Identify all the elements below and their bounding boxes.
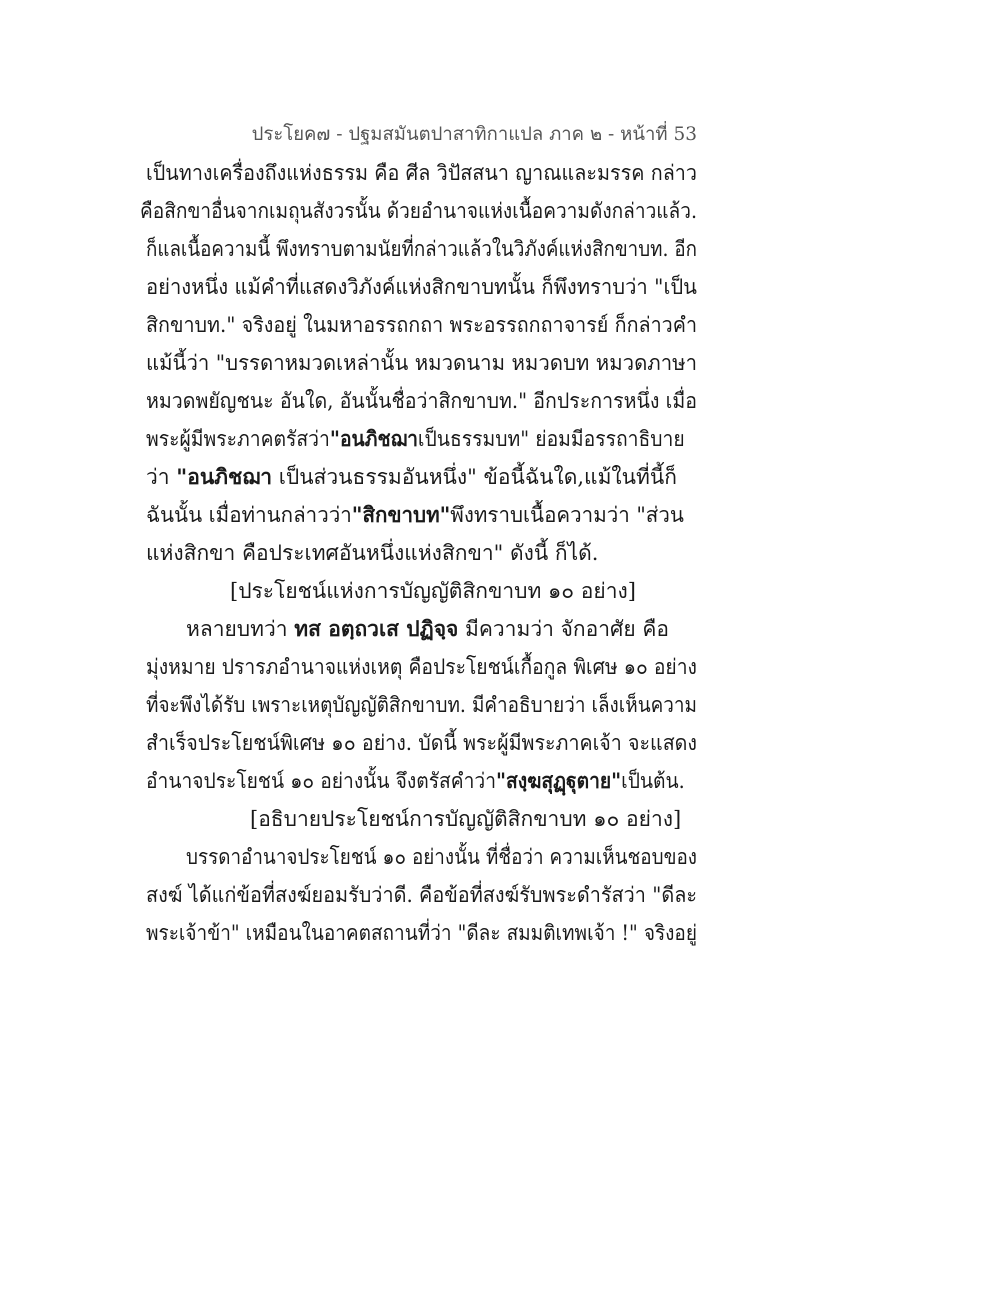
text-line: สิกขาบท." จริงอยู่ ในมหาอรรถกถา พระอรรถกถาจารย์ ก็กล่าวคำ [146, 313, 698, 337]
bold-term: "อนภิชฌา [329, 426, 418, 451]
text-line: อำนาจประโยชน์ ๑๐ อย่างนั้น จึงตรัสคำว่า"สงฺฆสุฏฺฐุตาย"เป็นต้น. [0, 762, 1000, 800]
text-line: อย่างหนึ่ง แม้คำที่แสดงวิภังค์แห่งสิกขาบทนั้น ก็พึงทราบว่า "เป็น [146, 275, 697, 299]
text-line: มุ่งหมาย ปรารภอำนาจแห่งเหตุ คือประโยชน์เกื้อกูล พิเศษ ๑๐ อย่าง [146, 655, 697, 679]
text-line: ก็แลเนื้อความนี้ พึงทราบตามนัยที่กล่าวแล้วในวิภังค์แห่งสิกขาบท. อีก [146, 237, 698, 261]
text-line: พระเจ้าข้า" เหมือนในอาคตสถานที่ว่า "ดีละ สมมติเทพเจ้า !" จริงอยู่ [146, 921, 697, 945]
text-line: หลายบทว่า ทส อตฺถวเส ปฏิจฺจ มีความว่า จักอาศัย คือ [186, 616, 669, 641]
bold-term: "อนภิชฌา [176, 464, 273, 489]
text-line: คือสิกขาอื่นจากเมถุนสังวรนั้น ด้วยอำนาจแห่งเนื้อความดังกล่าวแล้ว. [140, 199, 698, 223]
text-line: ว่า "อนภิชฌา เป็นส่วนธรรมอันหนึ่ง" ข้อนี้ฉันใด,แม้ในที่นี้ก็ [146, 464, 677, 489]
text-line: แม้นี้ว่า "บรรดาหมวดเหล่านั้น หมวดนาม หมวดบท หมวดภาษา [146, 351, 698, 375]
page-header: ประโยค๗ - ปฐมสมันตปาสาทิกาแปล ภาค ๒ - หน้าที่ 53 [251, 124, 697, 145]
bold-term: "สิกขาบท" [351, 502, 451, 527]
text-line: สำเร็จประโยชน์พิเศษ ๑๐ อย่าง. บัดนี้ พระผู้มีพระภาคเจ้า จะแสดง [146, 731, 698, 755]
text-line: บรรดาอำนาจประโยชน์ ๑๐ อย่างนั้น ที่ชื่อว่า ความเห็นชอบของ [186, 845, 697, 869]
text-line: ที่จะพึงได้รับ เพราะเหตุบัญญัติสิกขาบท. มีคำอธิบายว่า เล็งเห็นความ [146, 693, 698, 717]
text-line: เป็นทางเครื่องถึงแห่งธรรม คือ ศีล วิปัสสนา ญาณและมรรค กล่าว [146, 161, 698, 185]
body-text [0, 154, 1000, 952]
bold-term: "สงฺฆสุฏฺฐุตาย" [496, 768, 622, 793]
text-line: แห่งสิกขา คือประเทศอันหนึ่งแห่งสิกขา" ดังนี้ ก็ได้. [146, 541, 599, 565]
bold-term: ทส อตฺถวเส ปฏิจฺจ [294, 616, 459, 641]
section-heading: [ประโยชน์แห่งการบัญญัติสิกขาบท ๑๐ อย่าง] [230, 579, 636, 603]
text-line: พระผู้มีพระภาคตรัสว่า"อนภิชฌาเป็นธรรมบท" ย่อมมีอรรถาธิบาย [0, 420, 1000, 458]
section-heading: [อธิบายประโยชน์การบัญญัติสิกขาบท ๑๐ อย่าง] [250, 807, 682, 831]
text-line: สงฆ์ ได้แก่ข้อที่สงฆ์ยอมรับว่าดี. คือข้อที่สงฆ์รับพระดำรัสว่า "ดีละ [146, 883, 697, 907]
text-line: หมวดพยัญชนะ อันใด, อันนั้นชื่อว่าสิกขาบท." อีกประการหนึ่ง เมื่อ [146, 389, 697, 413]
text-line: ฉันนั้น เมื่อท่านกล่าวว่า"สิกขาบท"พึงทราบเนื้อความว่า "ส่วน [0, 496, 1000, 534]
